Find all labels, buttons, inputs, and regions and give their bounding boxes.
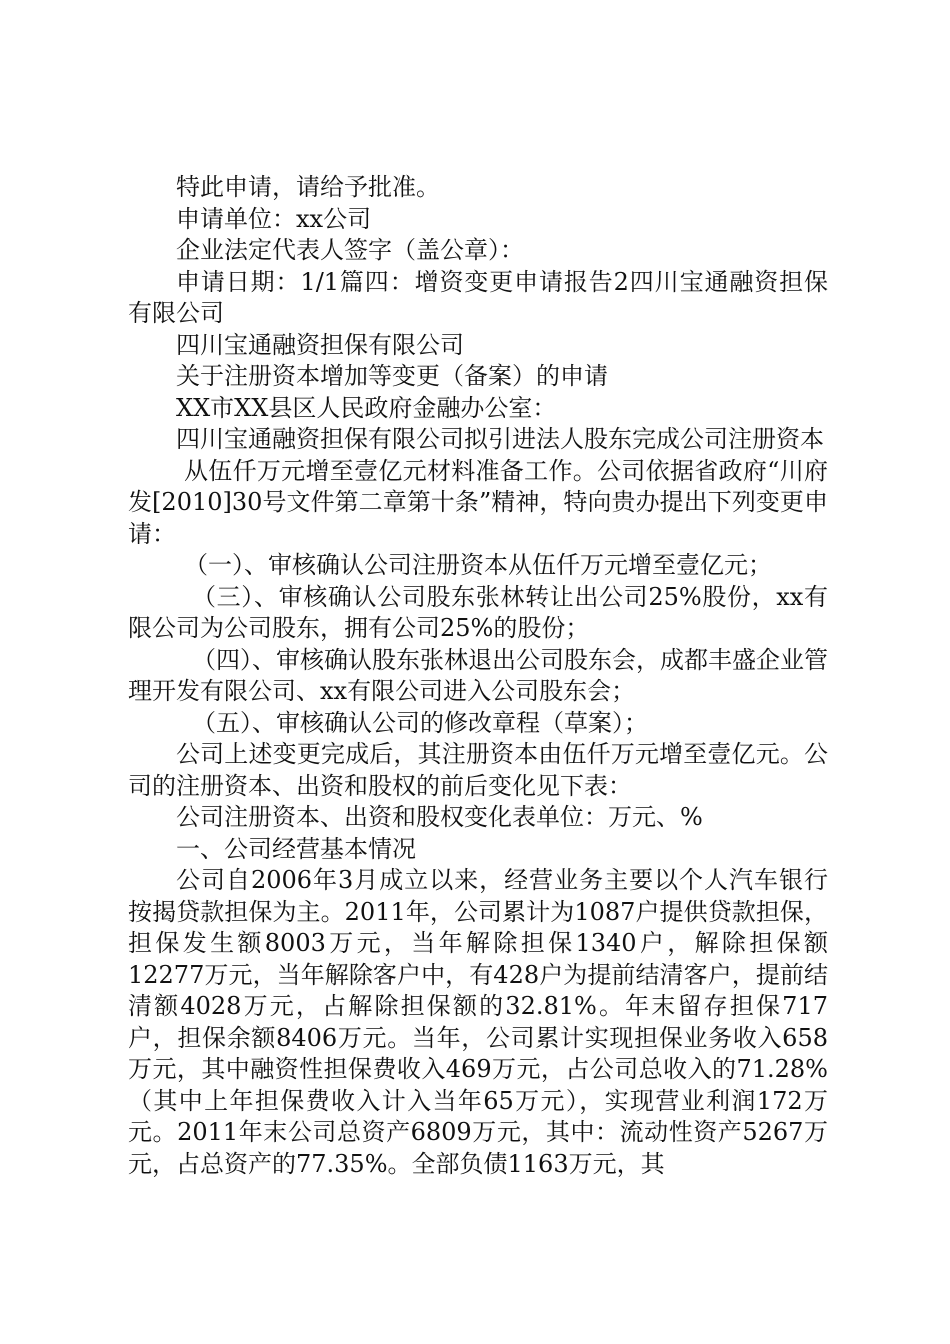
legal-representative-signature: 企业法定代表人签字（盖公章）： [176, 236, 524, 264]
basis-paragraph: 从伍仟万元增至壹亿元材料准备工作。公司依据省政府“川府发[2010]30号文件第二章第十条”精神，特向贵办提出下列变更申请： [128, 456, 828, 548]
document-body [128, 172, 828, 1180]
intro-paragraph: 四川宝通融资担保有限公司拟引进法人股东完成公司注册资本 [176, 425, 824, 453]
application-subject: 关于注册资本增加等变更（备案）的申请 [176, 362, 608, 390]
company-name: 四川宝通融资担保有限公司 [176, 330, 464, 359]
closing-request: 特此申请，请给予批准。 [176, 173, 440, 201]
application-date-and-title: 申请日期：1/1篇四：增资变更申请报告2四川宝通融资担保有限公司 [128, 267, 828, 327]
request-item-3: （三）、审核确认公司股东张林转让出公司25%股份，xx有限公司为公司股东，拥有公司25%的股份； [128, 582, 828, 642]
request-item-4: （四）、审核确认股东张林退出公司股东会，成都丰盛企业管理开发有限公司、xx有限公司进入公司股东会； [128, 645, 828, 705]
request-item-5: （五）、审核确认公司的修改章程（草案）； [192, 708, 648, 737]
operations-paragraph: 公司自2006年3月成立以来，经营业务主要以个人汽车银行按揭贷款担保为主。2011年，公司累计为1087户提供贷款担保，担保发生额8003万元，当年解除担保1340户，解除担保额12277万元，当年解除客户中，有428户为提前结清客户，提前结清额4028万元，占解除担保额的32.81%。年末留存担保717户，担保余额8406万元。当年，公司累计实现担保业务收入658万元，其中融资性担保费收入469万元，占公司总收入的71.28%（其中上年担保费收入计入当年65万元），实现营业利润172万元。2011年末公司总资产6809万元，其中：流动性资产5267万元，占总资产的77.35%。全部负债1163万元，其 [128, 866, 828, 1178]
request-item-1: （一）、审核确认公司注册资本从伍仟万元增至壹亿元； [184, 551, 772, 579]
table-caption: 公司注册资本、出资和股权变化表单位：万元、% [176, 803, 703, 831]
post-change-summary: 公司上述变更完成后，其注册资本由伍仟万元增至壹亿元。公司的注册资本、出资和股权的前后变化见下表： [128, 740, 828, 800]
section-heading-1: 一、公司经营基本情况 [176, 834, 416, 863]
applicant-unit: 申请单位：xx公司 [176, 204, 372, 233]
addressee: XX市XX县区人民政府金融办公室： [176, 393, 557, 422]
